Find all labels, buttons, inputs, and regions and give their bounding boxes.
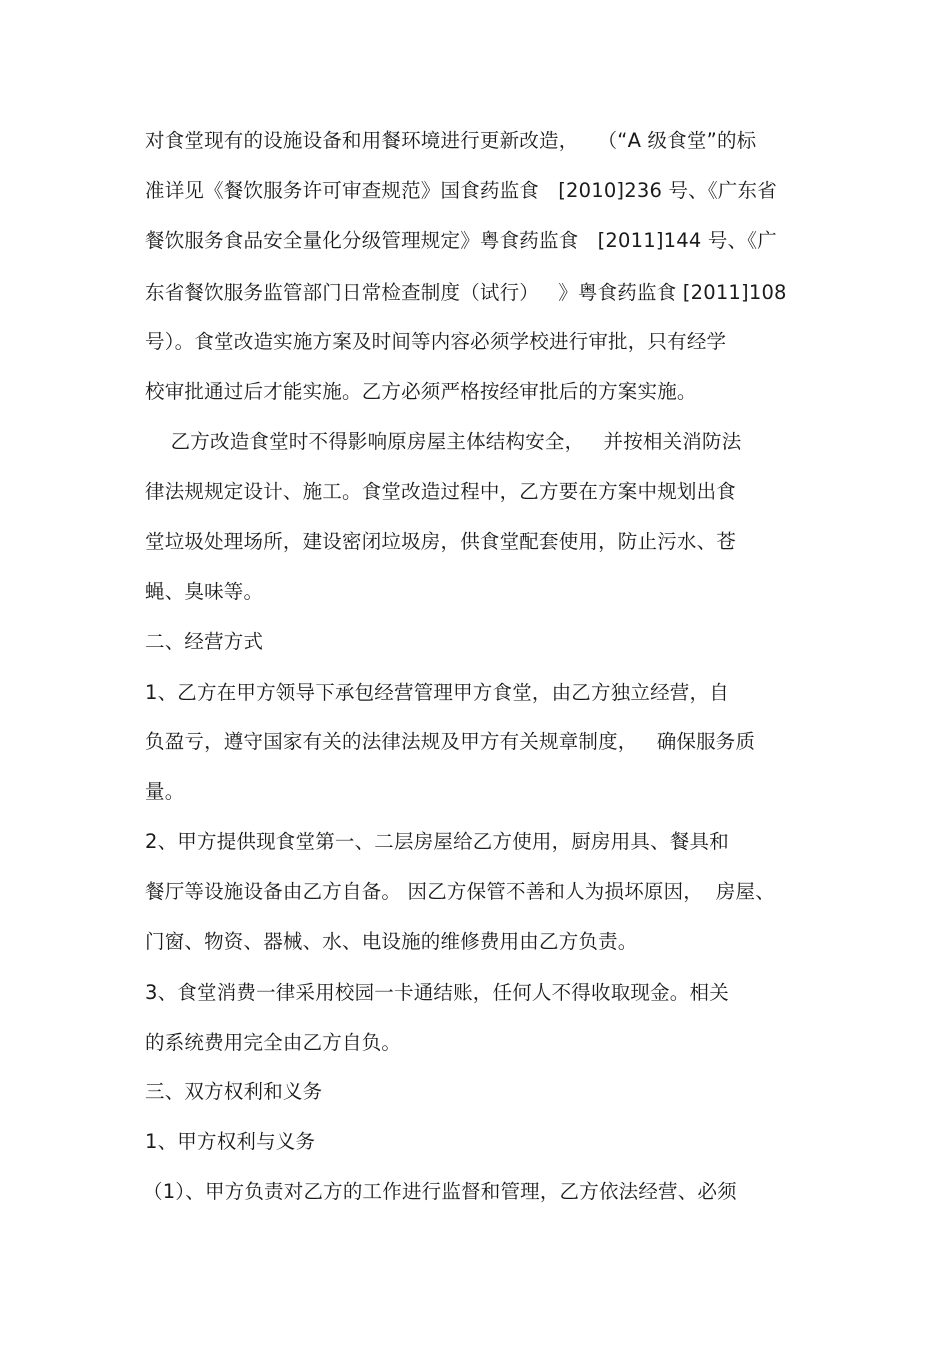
text-line: 1、乙方在甲方领导下承包经营管理甲方食堂，由乙方独立经营，自 xyxy=(145,681,729,704)
text-line: 校审批通过后才能实施。乙方必须严格按经审批后的方案实施。 xyxy=(145,380,697,403)
text-line: 3、食堂消费一律采用校园一卡通结账，任何人不得收取现金。相关 xyxy=(145,981,729,1004)
text-line: 餐厅等设施设备由乙方自备。 因乙方保管不善和人为损坏原因， 房屋、 xyxy=(145,880,775,903)
text-line: 餐饮服务食品安全量化分级管理规定》粤食药监食 [2011]144 号、《广 xyxy=(145,229,777,252)
section-heading: 二、经营方式 xyxy=(145,630,264,653)
text-line: 准详见《餐饮服务许可审查规范》国食药监食 [2010]236 号、《广东省 xyxy=(145,179,777,202)
text-line: （1）、甲方负责对乙方的工作进行监督和管理，乙方依法经营、必须 xyxy=(143,1180,737,1203)
text-line: 蝇、臭味等。 xyxy=(145,580,264,603)
text-line: 量。 xyxy=(145,780,185,803)
subsection-heading: 1、甲方权利与义务 xyxy=(145,1130,316,1153)
text-line: 负盈亏，遵守国家有关的法律法规及甲方有关规章制度， 确保服务质 xyxy=(145,730,756,753)
text-line: 律法规规定设计、施工。食堂改造过程中，乙方要在方案中规划出食 xyxy=(145,480,737,503)
text-line: 2、甲方提供现食堂第一、二层房屋给乙方使用，厨房用具、餐具和 xyxy=(145,830,729,853)
text-line: 东省餐饮服务监管部门日常检查制度（试行） 》粤食药监食 [2011]108 xyxy=(145,281,787,304)
text-line: 堂垃圾处理场所，建设密闭垃圾房，供食堂配套使用，防止污水、苍 xyxy=(145,530,737,553)
text-line: 乙方改造食堂时不得影响原房屋主体结构安全， 并按相关消防法 xyxy=(145,430,742,453)
text-line: 门窗、物资、器械、水、电设施的维修费用由乙方负责。 xyxy=(145,930,638,953)
text-line: 的系统费用完全由乙方自负。 xyxy=(145,1031,402,1054)
section-heading: 三、双方权利和义务 xyxy=(145,1080,323,1103)
text-line: 号）。食堂改造实施方案及时间等内容必须学校进行审批，只有经学 xyxy=(145,330,727,353)
text-line: 对食堂现有的设施设备和用餐环境进行更新改造， （“A 级食堂”的标 xyxy=(145,129,757,152)
